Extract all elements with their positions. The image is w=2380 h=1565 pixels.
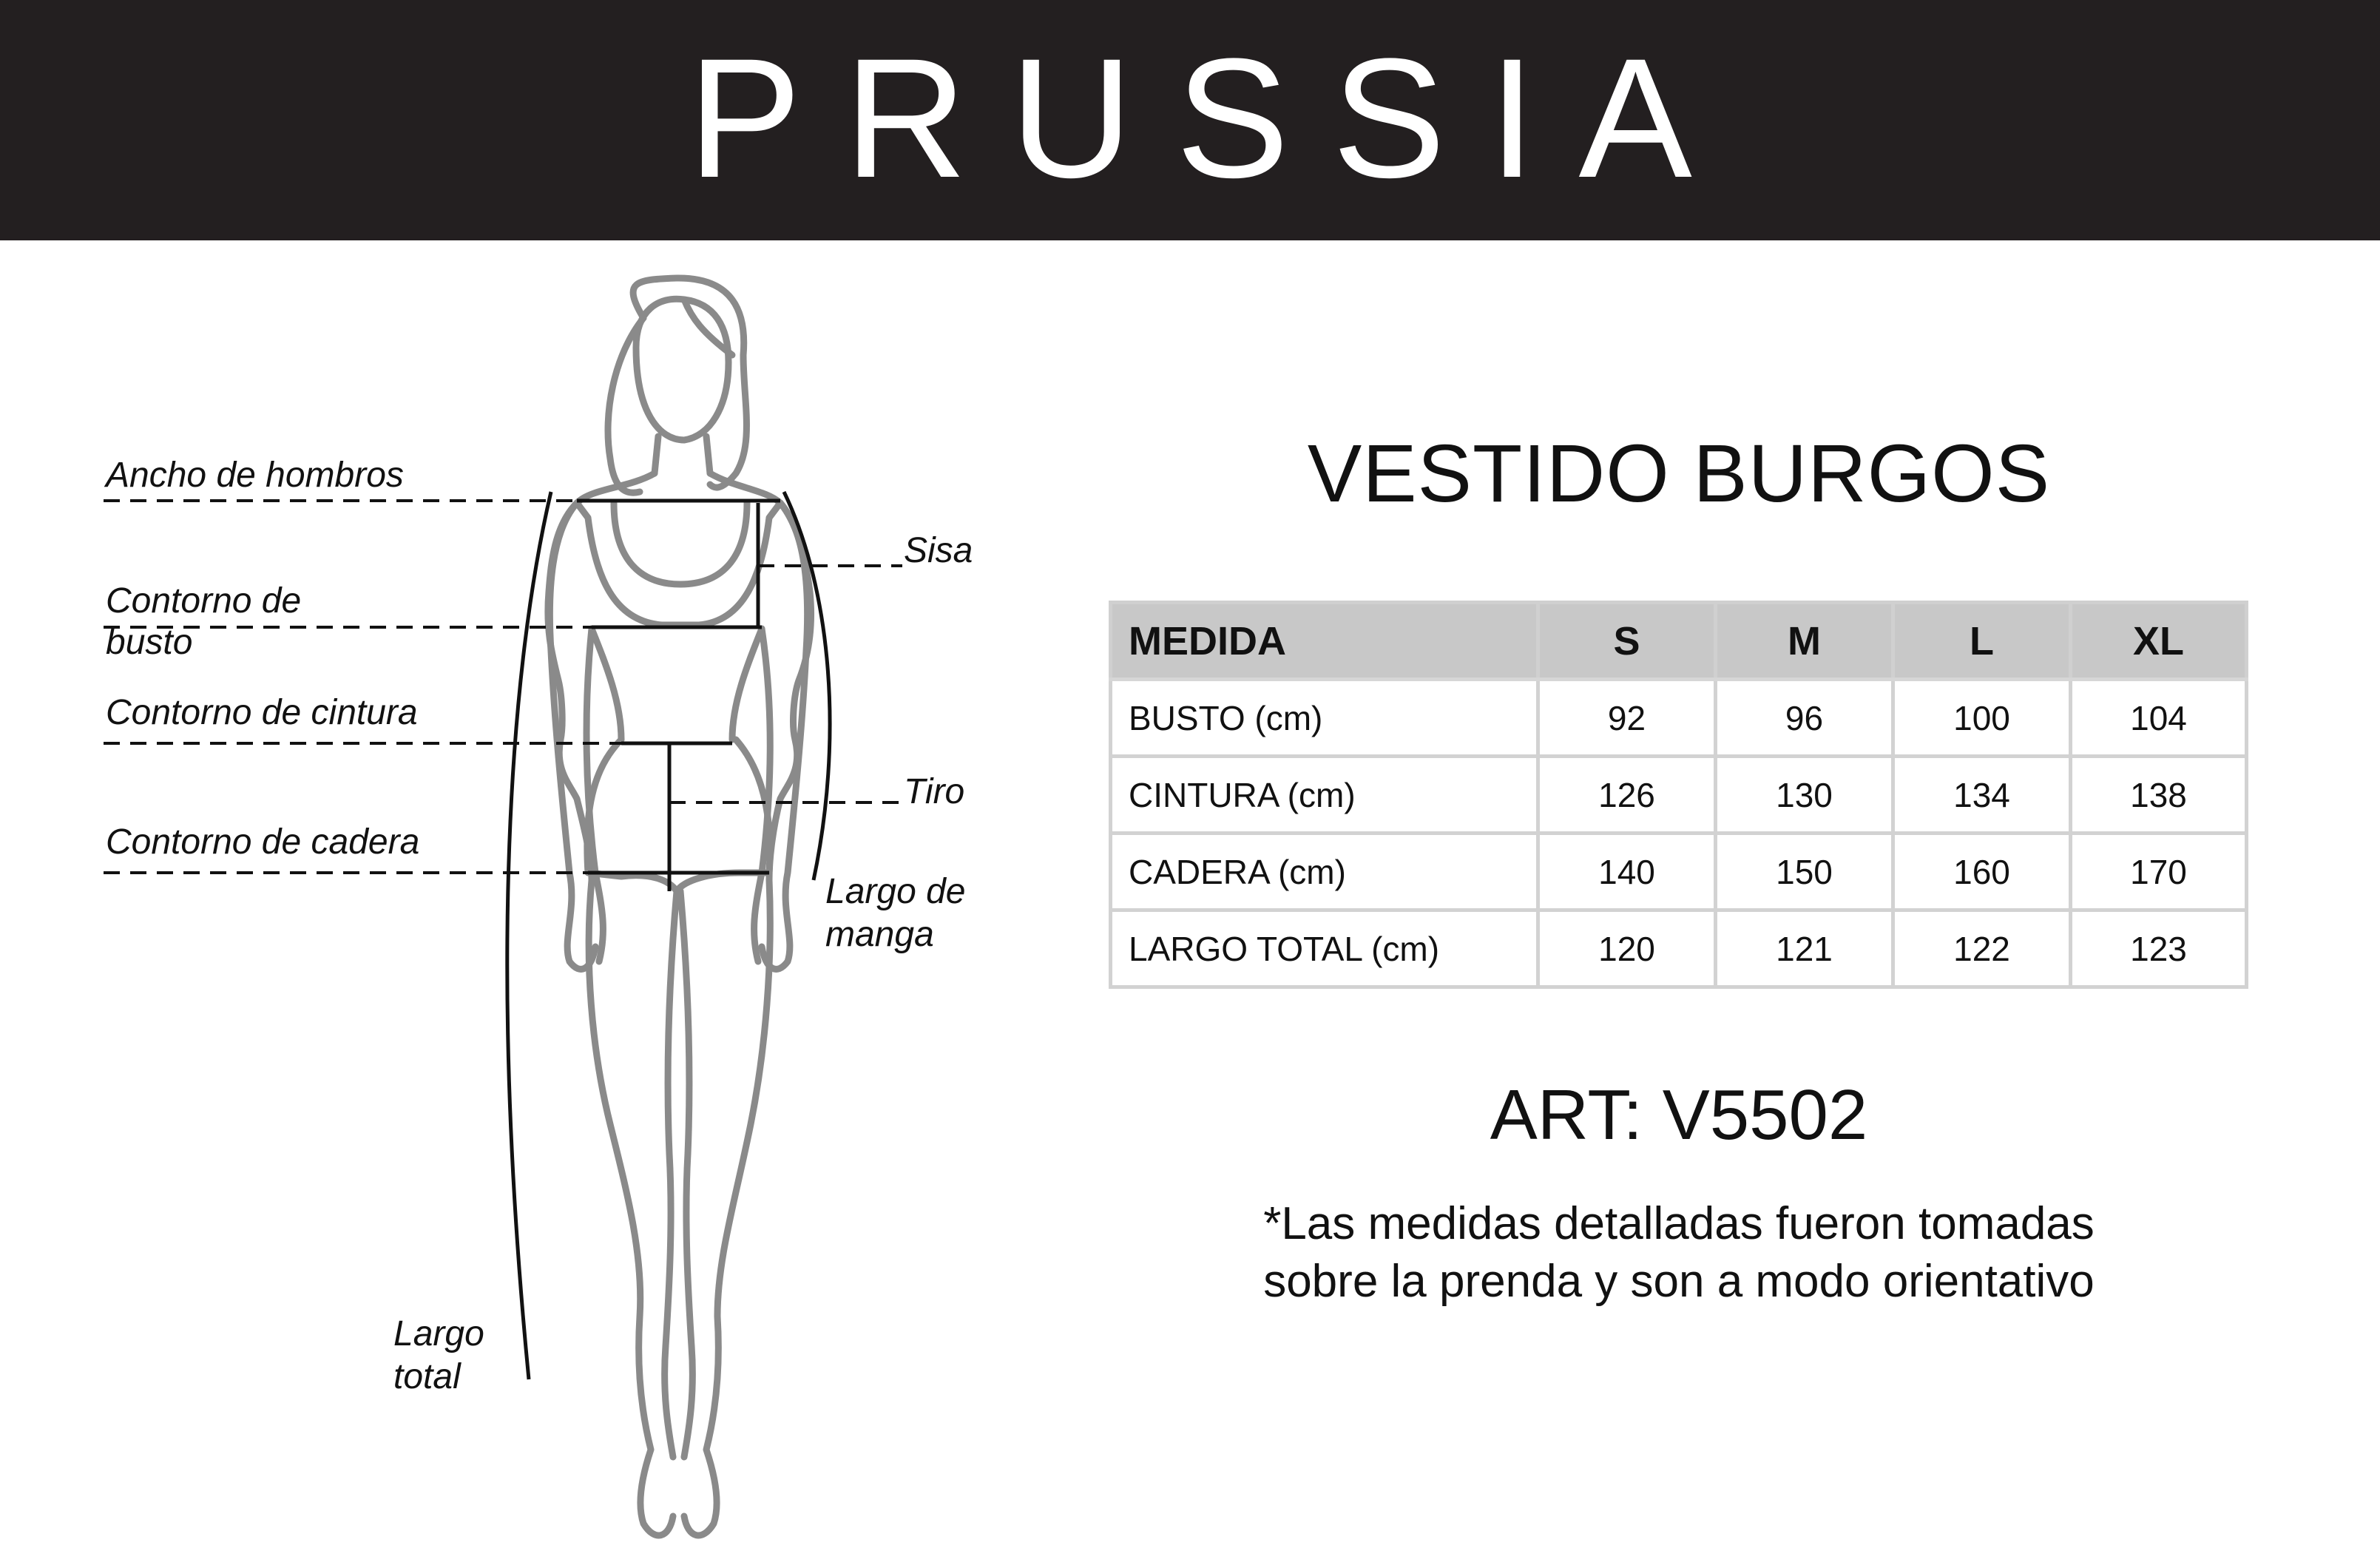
figure-face [636,299,728,440]
row-label-bust: BUSTO (cm) [1111,680,1538,757]
row-label-waist: CINTURA (cm) [1111,757,1538,834]
table-cell: 104 [2071,680,2247,757]
figure-leg-right [684,880,770,1535]
article-code: ART: V5502 [1490,1075,1868,1155]
table-cell: 130 [1716,757,1893,834]
label-rise: Tiro [904,772,965,811]
table-cell: 121 [1716,910,1893,987]
label-shoulder-width: Ancho de hombros [106,456,404,495]
table-cell: 92 [1538,680,1716,757]
label-waist: Contorno de cintura [106,693,418,732]
table-cell: 126 [1538,757,1716,834]
brand-header-bar [0,0,2380,240]
table-row [1111,910,2247,987]
product-title: VESTIDO BURGOS [1307,428,2051,519]
table-cell: 140 [1538,834,1716,910]
total-length-curve [507,492,551,1379]
figure-leg-left [589,880,673,1535]
label-hip: Contorno de cadera [106,822,420,862]
table-row [1111,834,2247,910]
label-total-length [393,1313,504,1399]
table-cell: 134 [1893,757,2071,834]
size-table [1109,601,2248,989]
table-row [1111,757,2247,834]
table-cell: 160 [1893,834,2071,910]
label-bust [106,581,328,663]
header-size-l: L [1893,603,2071,680]
measurement-disclaimer: *Las medidas detalladas fueron tomadas sobre la prenda y son a modo orientativo [1263,1198,2095,1307]
table-cell: 123 [2071,910,2247,987]
size-table-header-row [1111,603,2247,680]
table-cell: 120 [1538,910,1716,987]
row-label-hip: CADERA (cm) [1111,834,1538,910]
label-sleeve-length-text: Largo de manga [825,872,966,954]
table-cell: 122 [1893,910,2071,987]
table-cell: 96 [1716,680,1893,757]
table-cell: 138 [2071,757,2247,834]
table-row [1111,680,2247,757]
header-size-s: S [1538,603,1716,680]
table-cell: 170 [2071,834,2247,910]
brand-logo-text: PRUSSIA [688,22,1735,213]
row-label-total-length: LARGO TOTAL (cm) [1111,910,1538,987]
label-sleeve-length [825,871,1018,956]
table-cell: 150 [1716,834,1893,910]
header-size-xl: XL [2071,603,2247,680]
label-armhole: Sisa [904,531,973,570]
header-measure: MEDIDA [1111,603,1538,680]
label-total-length-text: Largo total [393,1314,484,1396]
figure-bodice [577,503,780,625]
figure-shorts [587,740,770,891]
label-bust-text: Contorno de busto [106,581,302,662]
header-size-m: M [1716,603,1893,680]
table-cell: 100 [1893,680,2071,757]
